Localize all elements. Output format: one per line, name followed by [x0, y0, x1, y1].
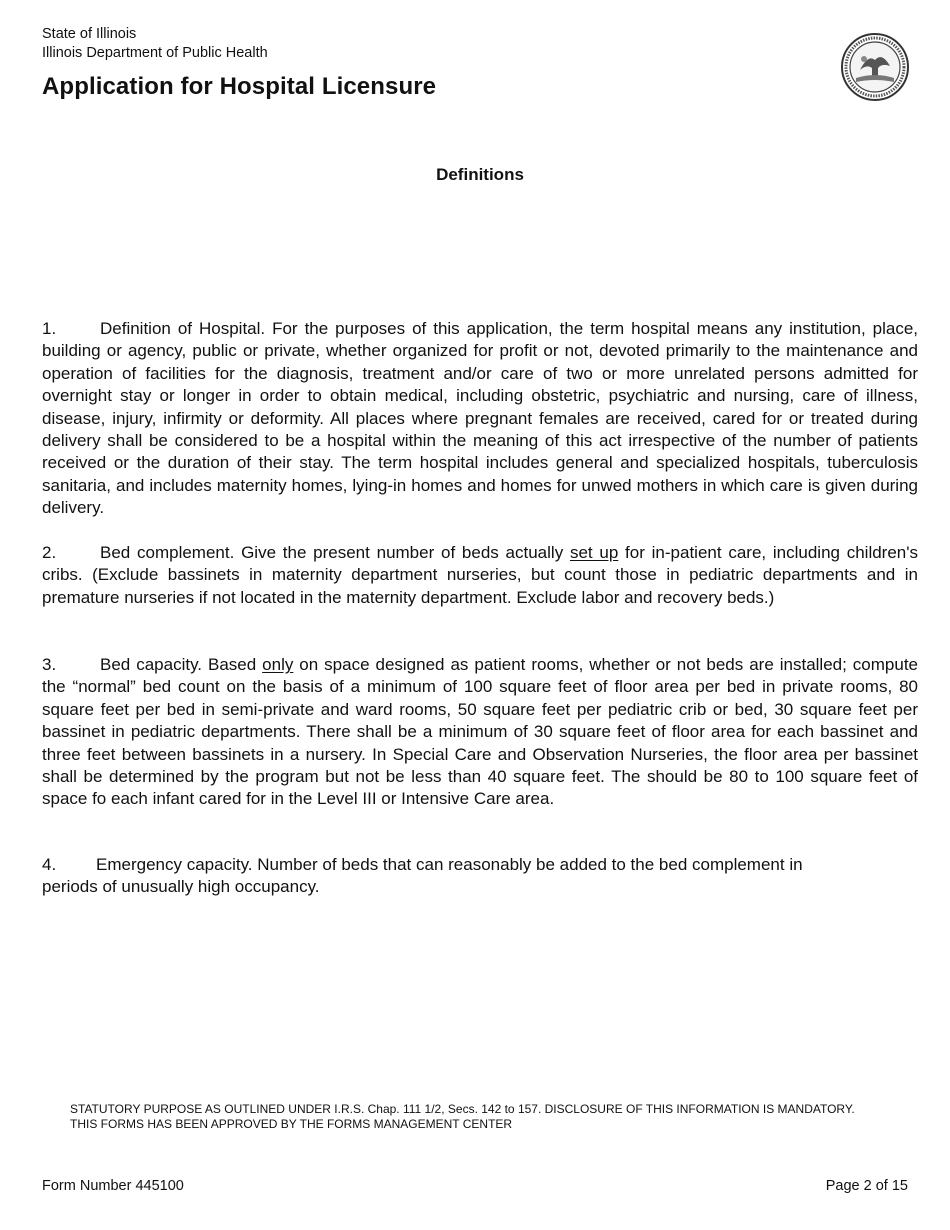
state-name: State of Illinois — [42, 26, 137, 42]
underlined-term: set up — [569, 543, 619, 562]
definition-text: on space designed as patient rooms, whether or not beds are installed; compute the “normal” bed count on the basis of a minimum of 100 square feet of floor area per bed in private rooms, 80 square feet per bed in semi-private and ward rooms, 50 square feet per pediatric crib or bed, 30 square feet per bassinet in pediatric departments. There shall be a minimum of 30 square feet of floor area for each bassinet and three feet between bassinets in a nursery. In Special Care and Observation Nurseries, the floor area per bassinet shall be determined by the program but not be less than 40 square feet. The should be 80 to 100 square feet of space fo each infant cared for in the Level III or Intensive Care area. — [42, 655, 918, 809]
underlined-term: only — [262, 655, 294, 674]
definition-number: 4. — [42, 855, 57, 874]
definition-text: Bed complement. Give the present number of beds actually — [100, 543, 570, 562]
definition-number: 3. — [42, 655, 57, 674]
form-number: Form Number 445100 — [42, 1178, 184, 1194]
seal-sun — [861, 56, 867, 62]
definition-text: Bed capacity. Based — [100, 655, 263, 674]
definitions-heading: Definitions — [436, 165, 524, 184]
page-number: Page 2 of 15 — [825, 1178, 908, 1194]
definition-number: 1. — [42, 319, 57, 338]
definition-number: 2. — [42, 543, 57, 562]
statutory-line: THIS FORMS HAS BEEN APPROVED BY THE FORMS MANAGEMENT CENTER — [70, 1117, 513, 1131]
definition-emergency-capacity — [42, 854, 918, 899]
department-name: Illinois Department of Public Health — [42, 45, 268, 61]
definition-text: Emergency capacity. Number of beds that can reasonably be added to the bed complement in — [96, 855, 803, 874]
definition-bed-capacity — [42, 654, 918, 811]
page-title: Application for Hospital Licensure — [42, 73, 437, 100]
illinois-state-seal-icon — [840, 32, 910, 102]
statutory-line: STATUTORY PURPOSE AS OUTLINED UNDER I.R.S. Chap. 111 1/2, Secs. 142 to 157. DISCLOSURE OF THIS INFORMATION IS MANDATORY. — [70, 1102, 855, 1116]
definition-hospital — [42, 318, 918, 520]
definition-text: for in-patient care, including children's cribs. (Exclude bassinets in maternity department nurseries, but count those in pediatric departments and in premature nurseries if not located in the maternity department. Exclude labor and recovery beds.) — [42, 543, 919, 607]
definition-text: periods of unusually high occupancy. — [42, 877, 320, 897]
statutory-notice — [70, 1102, 855, 1132]
definition-text: Definition of Hospital. For the purposes of this application, the term hospital means any institution, place, building or agency, public or private, whether organized for profit or not, devoted primarily to the maintenance and operation of facilities for the diagnosis, treatment and/or care of two or more unrelated persons admitted for overnight stay or longer in order to obtain medical, including obstetric, psychiatric and nursing, care of illness, disease, injury, infirmity or deformity. All places where pregnant females are received, cared for or treated during delivery shall be considered to be a hospital within the meaning of this act irrespective of the number of patients received or the duration of their stay. The term hospital includes general and specialized hospitals, tuberculosis sanitaria, and includes maternity homes, lying-in homes and homes for unwed mothers in which care is given during delivery. — [42, 319, 918, 518]
definition-bed-complement — [42, 542, 918, 609]
